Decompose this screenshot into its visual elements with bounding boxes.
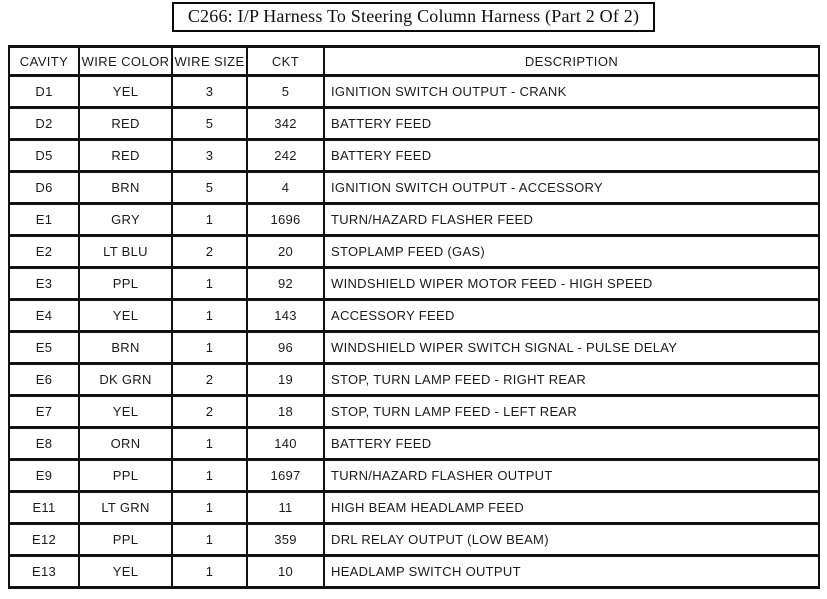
cavity-cell: E13 [9, 556, 79, 588]
cavity-cell: E12 [9, 524, 79, 556]
wire-size-cell: 1 [172, 332, 247, 364]
table-body [9, 76, 819, 588]
wire-color-cell: BRN [79, 332, 172, 364]
ckt-cell: 1696 [247, 204, 324, 236]
cavity-cell: E5 [9, 332, 79, 364]
table-row [9, 556, 819, 588]
ckt-cell: 11 [247, 492, 324, 524]
wire-color-cell: ORN [79, 428, 172, 460]
wire-size-cell: 2 [172, 364, 247, 396]
wire-size-cell: 2 [172, 236, 247, 268]
cavity-cell: E3 [9, 268, 79, 300]
ckt-cell: 18 [247, 396, 324, 428]
title-container [0, 2, 827, 32]
ckt-cell: 140 [247, 428, 324, 460]
wire-color-cell: PPL [79, 268, 172, 300]
ckt-cell: 20 [247, 236, 324, 268]
cavity-cell: E9 [9, 460, 79, 492]
wire-size-cell: 1 [172, 300, 247, 332]
header-ckt: CKT [247, 47, 324, 76]
cavity-cell: E6 [9, 364, 79, 396]
description-cell: BATTERY FEED [324, 140, 819, 172]
table-row [9, 460, 819, 492]
description-cell: IGNITION SWITCH OUTPUT - CRANK [324, 76, 819, 108]
wire-color-cell: RED [79, 108, 172, 140]
ckt-cell: 342 [247, 108, 324, 140]
description-cell: HEADLAMP SWITCH OUTPUT [324, 556, 819, 588]
header-description: DESCRIPTION [324, 47, 819, 76]
header-cavity: CAVITY [9, 47, 79, 76]
cavity-cell: D2 [9, 108, 79, 140]
cavity-cell: E11 [9, 492, 79, 524]
table-row [9, 236, 819, 268]
wire-color-cell: YEL [79, 300, 172, 332]
table-row [9, 140, 819, 172]
header-row [9, 47, 819, 76]
description-cell: STOP, TURN LAMP FEED - RIGHT REAR [324, 364, 819, 396]
description-cell: HIGH BEAM HEADLAMP FEED [324, 492, 819, 524]
connector-title: C266: I/P Harness To Steering Column Harness (Part 2 Of 2) [172, 2, 655, 32]
wire-size-cell: 5 [172, 172, 247, 204]
description-cell: STOP, TURN LAMP FEED - LEFT REAR [324, 396, 819, 428]
wire-size-cell: 1 [172, 268, 247, 300]
ckt-cell: 92 [247, 268, 324, 300]
wire-color-cell: LT GRN [79, 492, 172, 524]
table-row [9, 76, 819, 108]
ckt-cell: 4 [247, 172, 324, 204]
wire-size-cell: 3 [172, 140, 247, 172]
ckt-cell: 5 [247, 76, 324, 108]
wire-size-cell: 1 [172, 428, 247, 460]
wire-size-cell: 1 [172, 492, 247, 524]
wire-color-cell: LT BLU [79, 236, 172, 268]
table-row [9, 524, 819, 556]
wire-size-cell: 1 [172, 460, 247, 492]
table-row [9, 300, 819, 332]
cavity-cell: E7 [9, 396, 79, 428]
wire-size-cell: 3 [172, 76, 247, 108]
wire-color-cell: BRN [79, 172, 172, 204]
cavity-cell: E4 [9, 300, 79, 332]
description-cell: STOPLAMP FEED (GAS) [324, 236, 819, 268]
ckt-cell: 242 [247, 140, 324, 172]
description-cell: BATTERY FEED [324, 428, 819, 460]
wire-size-cell: 1 [172, 524, 247, 556]
description-cell: TURN/HAZARD FLASHER OUTPUT [324, 460, 819, 492]
description-cell: DRL RELAY OUTPUT (LOW BEAM) [324, 524, 819, 556]
wire-color-cell: YEL [79, 556, 172, 588]
ckt-cell: 96 [247, 332, 324, 364]
wire-color-cell: PPL [79, 460, 172, 492]
table-row [9, 108, 819, 140]
cavity-cell: E8 [9, 428, 79, 460]
wire-color-cell: DK GRN [79, 364, 172, 396]
ckt-cell: 359 [247, 524, 324, 556]
description-cell: BATTERY FEED [324, 108, 819, 140]
cavity-cell: D6 [9, 172, 79, 204]
wire-color-cell: RED [79, 140, 172, 172]
table-row [9, 492, 819, 524]
table-row [9, 364, 819, 396]
cavity-cell: D5 [9, 140, 79, 172]
cavity-cell: E2 [9, 236, 79, 268]
description-cell: TURN/HAZARD FLASHER FEED [324, 204, 819, 236]
wire-color-cell: YEL [79, 396, 172, 428]
wire-color-cell: GRY [79, 204, 172, 236]
description-cell: IGNITION SWITCH OUTPUT - ACCESSORY [324, 172, 819, 204]
description-cell: ACCESSORY FEED [324, 300, 819, 332]
ckt-cell: 143 [247, 300, 324, 332]
table-row [9, 172, 819, 204]
table-row [9, 332, 819, 364]
ckt-cell: 10 [247, 556, 324, 588]
table-row [9, 204, 819, 236]
pinout-table [8, 45, 820, 589]
table-header [9, 47, 819, 76]
table-row [9, 428, 819, 460]
wire-color-cell: YEL [79, 76, 172, 108]
wire-size-cell: 1 [172, 204, 247, 236]
table-row [9, 396, 819, 428]
cavity-cell: D1 [9, 76, 79, 108]
description-cell: WINDSHIELD WIPER SWITCH SIGNAL - PULSE DELAY [324, 332, 819, 364]
wire-size-cell: 5 [172, 108, 247, 140]
description-cell: WINDSHIELD WIPER MOTOR FEED - HIGH SPEED [324, 268, 819, 300]
header-wire-size: WIRE SIZE [172, 47, 247, 76]
header-wire-color: WIRE COLOR [79, 47, 172, 76]
wire-color-cell: PPL [79, 524, 172, 556]
wire-size-cell: 1 [172, 556, 247, 588]
wire-size-cell: 2 [172, 396, 247, 428]
cavity-cell: E1 [9, 204, 79, 236]
ckt-cell: 19 [247, 364, 324, 396]
ckt-cell: 1697 [247, 460, 324, 492]
table-row [9, 268, 819, 300]
